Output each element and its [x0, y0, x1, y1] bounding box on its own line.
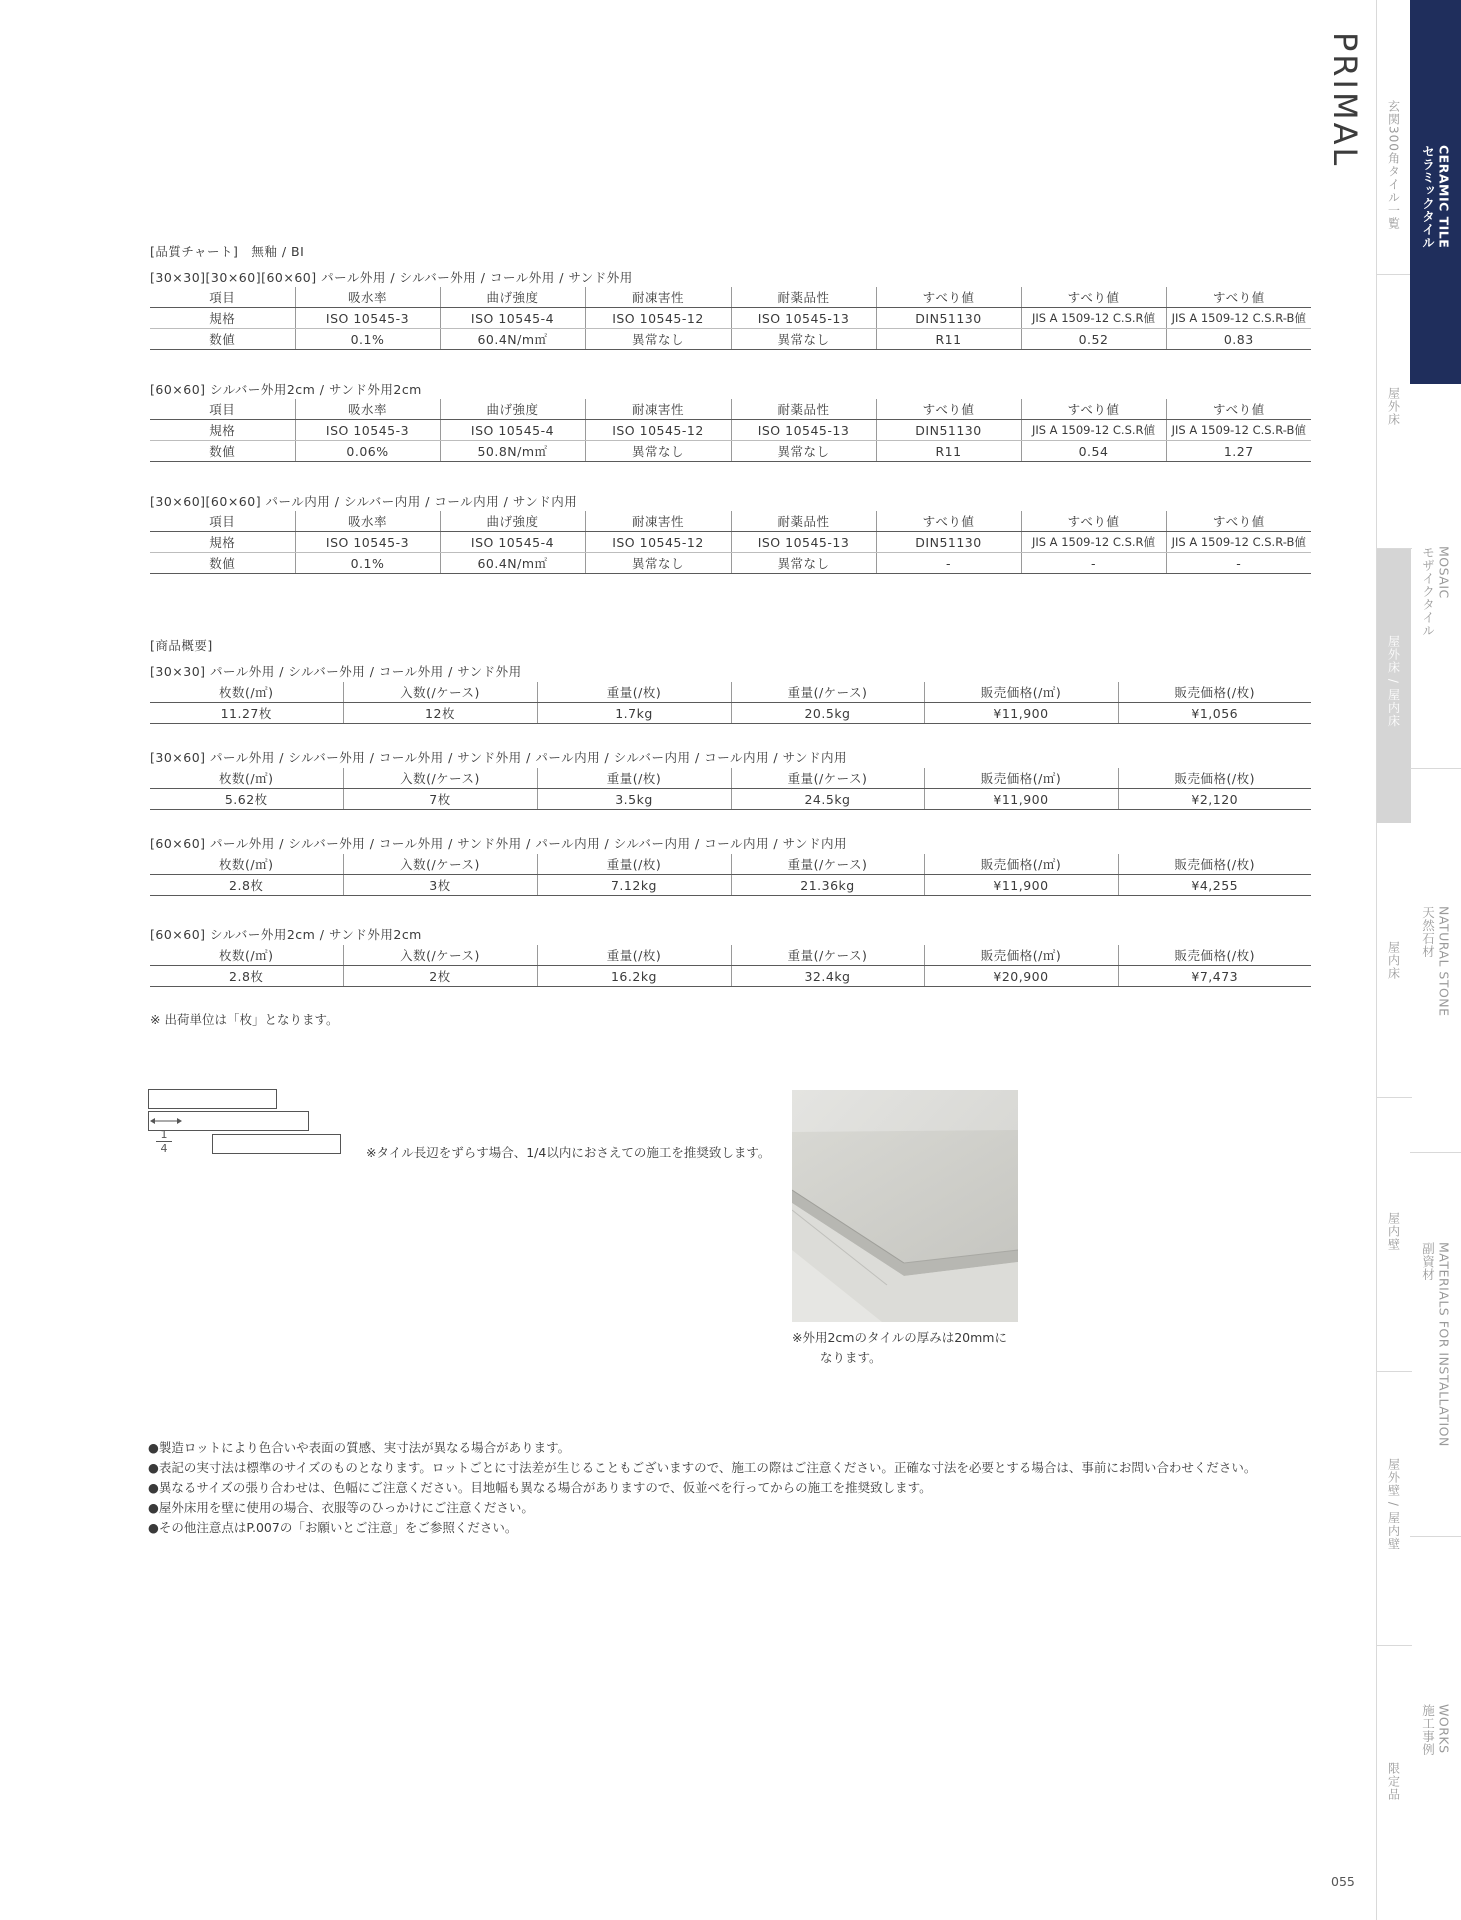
header-cell: 耐凍害性	[585, 511, 731, 532]
table-cell: -	[876, 553, 1021, 574]
table-cell: DIN51130	[876, 420, 1021, 441]
nav-main-label-jp: モザイクタイル	[1420, 546, 1436, 637]
header-cell: 販売価格(/枚)	[1118, 682, 1311, 703]
table-cell: ¥2,120	[1118, 789, 1311, 810]
table-cell: 16.2kg	[537, 966, 731, 987]
header-cell: 吸水率	[295, 399, 440, 420]
table-cell: ISO 10545-4	[440, 308, 585, 329]
table-cell: ISO 10545-4	[440, 532, 585, 553]
table-row	[150, 966, 1311, 987]
header-cell: 項目	[150, 511, 295, 532]
header-cell: 重量(/ケース)	[731, 682, 924, 703]
fraction-denominator: 4	[160, 1142, 168, 1155]
table-cell: ¥7,473	[1118, 966, 1311, 987]
header-cell: 枚数(/㎡)	[150, 854, 343, 875]
header-cell: 項目	[150, 287, 295, 308]
table-cell: JIS A 1509-12 C.S.R-B値	[1166, 532, 1311, 553]
header-cell: 販売価格(/枚)	[1118, 854, 1311, 875]
table-cell: 数値	[150, 329, 295, 350]
table-cell: 60.4N/m㎡	[440, 553, 585, 574]
table-cell: JIS A 1509-12 C.S.R値	[1021, 532, 1166, 553]
table-cell: 3.5kg	[537, 789, 731, 810]
table-cell: ¥11,900	[924, 789, 1118, 810]
table-header-row	[150, 768, 1311, 789]
table-cell: 7枚	[343, 789, 537, 810]
quality-table-caption: [30×30][30×60][60×60] パール外用 / シルバー外用 / コール外用 / サンド外用	[150, 270, 633, 285]
nav-main-label-en: WORKS	[1436, 1704, 1452, 1754]
header-cell: 耐凍害性	[585, 287, 731, 308]
header-cell: 耐薬品性	[731, 287, 876, 308]
table-row	[150, 329, 1311, 350]
quality-table	[150, 511, 1311, 574]
table-cell: ISO 10545-3	[295, 420, 440, 441]
header-cell: 販売価格(/㎡)	[924, 945, 1118, 966]
table-row	[150, 441, 1311, 462]
table-cell: ¥11,900	[924, 703, 1118, 724]
table-cell: -	[1021, 553, 1166, 574]
header-cell: 項目	[150, 399, 295, 420]
nav-main-works[interactable]	[1410, 1536, 1461, 1920]
header-cell: すべり値	[876, 399, 1021, 420]
table-cell: ISO 10545-13	[731, 420, 876, 441]
nav-sub-item-outdoor-indoor-wall[interactable]	[1376, 1372, 1411, 1646]
header-cell: 重量(/ケース)	[731, 854, 924, 875]
header-cell: すべり値	[1021, 399, 1166, 420]
header-cell: 販売価格(/枚)	[1118, 945, 1311, 966]
quality-table	[150, 399, 1311, 462]
header-cell: 耐薬品性	[731, 399, 876, 420]
photo-caption-line: なります。	[820, 1350, 882, 1365]
quality-chart-title: [品質チャート] 無釉 / BⅠ	[150, 244, 305, 259]
nav-main-label	[1420, 384, 1452, 768]
table-cell: ISO 10545-13	[731, 532, 876, 553]
table-cell: ¥11,900	[924, 875, 1118, 896]
nav-sub-item-outdoor-floor[interactable]	[1376, 275, 1411, 549]
table-header-row	[150, 399, 1311, 420]
table-cell: 60.4N/m㎡	[440, 329, 585, 350]
nav-sub-label: 限定品	[1386, 1762, 1401, 1801]
header-cell: 重量(/枚)	[537, 768, 731, 789]
table-cell: 2.8枚	[150, 966, 343, 987]
table-cell: 11.27枚	[150, 703, 343, 724]
tile-thickness-photo	[792, 1090, 1018, 1322]
nav-sub-label: 屋外床	[1386, 387, 1401, 426]
table-cell: JIS A 1509-12 C.S.R-B値	[1166, 308, 1311, 329]
table-header-row	[150, 854, 1311, 875]
nav-main-label-jp: 副資材	[1420, 1242, 1436, 1281]
table-cell: R11	[876, 329, 1021, 350]
table-cell: DIN51130	[876, 532, 1021, 553]
nav-main-label-en: MATERIALS FOR INSTALLATION	[1436, 1242, 1452, 1447]
quality-table-caption: [30×60][60×60] パール内用 / シルバー内用 / コール内用 / サンド内用	[150, 494, 578, 509]
product-overview-title: [商品概要]	[150, 638, 213, 653]
table-cell: ISO 10545-3	[295, 308, 440, 329]
nav-sub-item-indoor-wall[interactable]	[1376, 1098, 1411, 1372]
nav-main-label-jp: セラミックタイル	[1420, 145, 1436, 249]
table-cell: ¥20,900	[924, 966, 1118, 987]
nav-sub-item-indoor-floor[interactable]	[1376, 823, 1411, 1098]
table-cell: 1.27	[1166, 441, 1311, 462]
table-cell: 0.06%	[295, 441, 440, 462]
nav-sub-label: 屋内壁	[1386, 1212, 1401, 1251]
table-cell: ISO 10545-12	[585, 532, 731, 553]
header-cell: 枚数(/㎡)	[150, 682, 343, 703]
header-cell: 入数(/ケース)	[343, 682, 537, 703]
table-cell: 0.1%	[295, 553, 440, 574]
header-cell: 枚数(/㎡)	[150, 768, 343, 789]
table-cell: 0.52	[1021, 329, 1166, 350]
table-row	[150, 532, 1311, 553]
nav-sub-label: 玄関300角タイル一覧	[1386, 100, 1401, 230]
nav-main-label	[1420, 768, 1452, 1152]
table-cell: 20.5kg	[731, 703, 924, 724]
header-cell: 重量(/枚)	[537, 945, 731, 966]
nav-sub-item-limited[interactable]	[1376, 1646, 1411, 1920]
table-cell: 0.54	[1021, 441, 1166, 462]
table-cell: ISO 10545-13	[731, 308, 876, 329]
brand-title: PRIMAL	[1326, 32, 1364, 169]
table-cell: 1.7kg	[537, 703, 731, 724]
nav-main-label-jp: 天然石材	[1420, 906, 1436, 958]
header-cell: 販売価格(/㎡)	[924, 768, 1118, 789]
table-cell: 規格	[150, 308, 295, 329]
table-row	[150, 308, 1311, 329]
table-row	[150, 875, 1311, 896]
header-cell: すべり値	[876, 511, 1021, 532]
table-header-row	[150, 511, 1311, 532]
header-cell: 入数(/ケース)	[343, 945, 537, 966]
table-cell: 数値	[150, 441, 295, 462]
product-table-caption: [60×60] パール外用 / シルバー外用 / コール外用 / サンド外用 / パール内用 / シルバー内用 / コール内用 / サンド内用	[150, 836, 847, 851]
header-cell: 重量(/枚)	[537, 854, 731, 875]
nav-main-materials[interactable]	[1410, 1152, 1461, 1537]
header-cell: 耐凍害性	[585, 399, 731, 420]
nav-sub-item-outdoor-indoor-floor[interactable]	[1376, 549, 1411, 823]
product-table	[150, 768, 1311, 810]
tile-photo-image	[792, 1090, 1018, 1322]
table-header-row	[150, 287, 1311, 308]
table-cell: 50.8N/m㎡	[440, 441, 585, 462]
header-cell: 吸水率	[295, 511, 440, 532]
product-table-caption: [30×60] パール外用 / シルバー外用 / コール外用 / サンド外用 / パール内用 / シルバー内用 / コール内用 / サンド内用	[150, 750, 847, 765]
header-cell: 販売価格(/枚)	[1118, 768, 1311, 789]
table-cell: 規格	[150, 532, 295, 553]
table-cell: 数値	[150, 553, 295, 574]
precaution-note: ●製造ロットにより色合いや表面の質感、実寸法が異なる場合があります。	[148, 1440, 571, 1455]
table-cell: 異常なし	[585, 329, 731, 350]
table-cell: ¥4,255	[1118, 875, 1311, 896]
header-cell: 曲げ強度	[440, 287, 585, 308]
header-cell: すべり値	[1021, 511, 1166, 532]
table-cell: 24.5kg	[731, 789, 924, 810]
table-cell: 5.62枚	[150, 789, 343, 810]
precaution-note: ●表記の実寸法は標準のサイズのものとなります。ロットごとに寸法差が生じることもございますので、施工の際はご注意ください。正確な寸法を必要とする場合は、事前にお問い合わせください。	[148, 1460, 1257, 1475]
nav-main-ceramic-tile[interactable]	[1410, 0, 1461, 384]
precaution-notes	[148, 1438, 1256, 1538]
header-cell: すべり値	[1166, 511, 1311, 532]
tile-shape	[148, 1089, 277, 1109]
header-cell: すべり値	[1166, 287, 1311, 308]
table-cell: ISO 10545-4	[440, 420, 585, 441]
header-cell: 販売価格(/㎡)	[924, 854, 1118, 875]
header-cell: 吸水率	[295, 287, 440, 308]
product-table-caption: [30×30] パール外用 / シルバー外用 / コール外用 / サンド外用	[150, 664, 522, 679]
nav-main-label	[1420, 1152, 1452, 1536]
table-row	[150, 553, 1311, 574]
table-cell: 3枚	[343, 875, 537, 896]
table-cell: ISO 10545-12	[585, 420, 731, 441]
header-cell: 重量(/ケース)	[731, 945, 924, 966]
table-cell: 21.36kg	[731, 875, 924, 896]
nav-main-label	[1420, 1536, 1452, 1920]
nav-main-label	[1420, 0, 1452, 384]
header-cell: 曲げ強度	[440, 399, 585, 420]
header-cell: 販売価格(/㎡)	[924, 682, 1118, 703]
table-cell: 異常なし	[731, 441, 876, 462]
table-cell: ISO 10545-3	[295, 532, 440, 553]
header-cell: 曲げ強度	[440, 511, 585, 532]
table-cell: 7.12kg	[537, 875, 731, 896]
fraction-numerator: 1	[156, 1128, 172, 1142]
product-table	[150, 854, 1311, 896]
table-cell: R11	[876, 441, 1021, 462]
precaution-note: ●屋外床用を壁に使用の場合、衣服等のひっかけにご注意ください。	[148, 1500, 534, 1515]
table-cell: 12枚	[343, 703, 537, 724]
table-cell: 2.8枚	[150, 875, 343, 896]
table-cell: 2枚	[343, 966, 537, 987]
header-cell: 入数(/ケース)	[343, 854, 537, 875]
table-cell: ¥1,056	[1118, 703, 1311, 724]
table-cell: 0.83	[1166, 329, 1311, 350]
table-cell: 32.4kg	[731, 966, 924, 987]
nav-sub-label: 屋外壁 / 屋内壁	[1386, 1458, 1401, 1551]
product-table-caption: [60×60] シルバー外用2cm / サンド外用2cm	[150, 927, 422, 942]
header-cell: 耐薬品性	[731, 511, 876, 532]
table-cell: 異常なし	[585, 441, 731, 462]
tile-shape	[212, 1134, 341, 1154]
product-table	[150, 945, 1311, 987]
table-header-row	[150, 682, 1311, 703]
header-cell: 入数(/ケース)	[343, 768, 537, 789]
table-cell: 異常なし	[731, 329, 876, 350]
nav-main-label-en: MOSAIC	[1436, 546, 1452, 599]
header-cell: すべり値	[1021, 287, 1166, 308]
precaution-note: ●異なるサイズの張り合わせは、色幅にご注意ください。目地幅も異なる場合がありますので、仮並べを行ってからの施工を推奨致します。	[148, 1480, 932, 1495]
table-cell: 異常なし	[731, 553, 876, 574]
table-cell: 0.1%	[295, 329, 440, 350]
precaution-note: ●その他注意点はP.007の「お願いとご注意」をご参照ください。	[148, 1520, 518, 1535]
table-header-row	[150, 945, 1311, 966]
table-cell: DIN51130	[876, 308, 1021, 329]
table-cell: JIS A 1509-12 C.S.R値	[1021, 420, 1166, 441]
nav-sub-label: 屋内床	[1386, 941, 1401, 980]
nav-sub-label: 屋外床 / 屋内床	[1386, 635, 1401, 728]
quality-table	[150, 287, 1311, 350]
nav-main-natural-stone[interactable]	[1410, 768, 1461, 1153]
table-row	[150, 703, 1311, 724]
table-cell: -	[1166, 553, 1311, 574]
table-cell: 異常なし	[585, 553, 731, 574]
header-cell: 重量(/ケース)	[731, 768, 924, 789]
quality-table-caption: [60×60] シルバー外用2cm / サンド外用2cm	[150, 382, 422, 397]
header-cell: 枚数(/㎡)	[150, 945, 343, 966]
table-cell: ISO 10545-12	[585, 308, 731, 329]
table-row	[150, 420, 1311, 441]
offset-arrow-icon	[150, 1116, 182, 1126]
nav-main-label-en: NATURAL STONE	[1436, 906, 1452, 1017]
photo-caption-line: ※外用2cmのタイルの厚みは20mmに	[792, 1330, 1007, 1345]
table-cell: 規格	[150, 420, 295, 441]
table-cell: JIS A 1509-12 C.S.R-B値	[1166, 420, 1311, 441]
table-row	[150, 789, 1311, 810]
shipping-note: ※ 出荷単位は「枚」となります。	[150, 1012, 339, 1027]
product-table	[150, 682, 1311, 724]
nav-sub-item-entrance[interactable]	[1376, 0, 1411, 275]
header-cell: 重量(/枚)	[537, 682, 731, 703]
nav-main-mosaic[interactable]	[1410, 384, 1461, 769]
table-cell: JIS A 1509-12 C.S.R値	[1021, 308, 1166, 329]
photo-caption	[792, 1328, 1007, 1368]
header-cell: すべり値	[876, 287, 1021, 308]
offset-note: ※タイル長辺をずらす場合、1/4以内におさえての施工を推奨致します。	[366, 1145, 771, 1160]
offset-fraction	[156, 1128, 172, 1155]
nav-main-label-jp: 施工事例	[1420, 1704, 1436, 1756]
header-cell: すべり値	[1166, 399, 1311, 420]
nav-main-label-en: CERAMIC TILE	[1436, 145, 1452, 249]
page-number: 055	[1331, 1874, 1355, 1889]
